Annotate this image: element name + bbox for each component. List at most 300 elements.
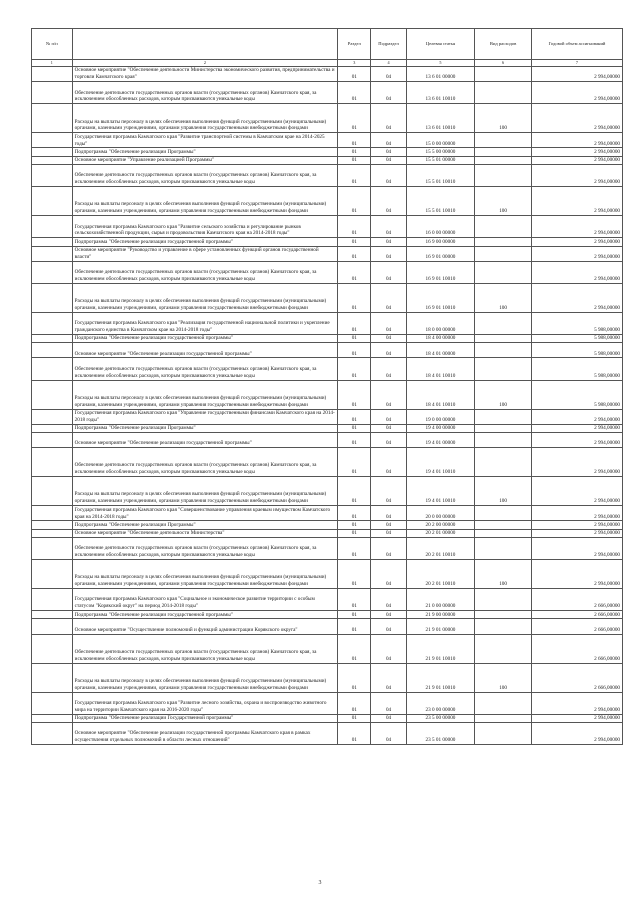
table-row [32, 589, 623, 611]
row-razdel: 01 [338, 714, 371, 722]
row-razdel: 01 [338, 692, 371, 714]
budget-table [31, 28, 623, 745]
column-index: 7 [531, 60, 622, 67]
row-expense-type [475, 67, 532, 82]
row-podrazdel: 04 [371, 692, 406, 714]
row-expense-type [475, 409, 532, 424]
row-name: Государственная программа Камчатского края "Развитие транспортной системы в Камчатском крае на 2014-2025 годы" [72, 133, 338, 148]
row-razdel: 01 [338, 634, 371, 663]
row-expense-type [475, 448, 532, 477]
row-expense-type [475, 424, 532, 432]
column-index: 1 [32, 60, 73, 67]
row-target-article: 18 4 01 10010 [406, 380, 475, 409]
column-index-row [32, 60, 623, 67]
row-expense-type [475, 692, 532, 714]
row-amount: 2 666,00000 [531, 634, 622, 663]
row-amount: 5 988,00000 [531, 380, 622, 409]
row-target-article: 15 5 01 10010 [406, 165, 475, 187]
row-expense-type [475, 634, 532, 663]
row-razdel: 01 [338, 506, 371, 521]
header-vid: Вид расходов [475, 29, 532, 60]
row-razdel: 01 [338, 723, 371, 745]
row-number [32, 82, 73, 104]
column-index: 6 [475, 60, 532, 67]
row-name: Расходы на выплаты персоналу в целях обеспечения выполнения функций государственными (муниципальными) органами, казенными учреждениями, органами управления государственными внебюджетными фондами [72, 560, 338, 589]
row-amount: 2 994,00000 [531, 283, 622, 312]
row-name: Основное мероприятие "Обеспечение деятельности Министерства" [72, 529, 338, 537]
table-row [32, 424, 623, 432]
row-amount: 2 994,00000 [531, 216, 622, 238]
row-target-article: 20 0 00 00000 [406, 506, 475, 521]
row-name: Подпрограмма "Обеспечение реализации государственной программы" [72, 611, 338, 619]
row-amount: 2 994,00000 [531, 714, 622, 722]
row-number [32, 133, 73, 148]
row-podrazdel: 04 [371, 246, 406, 261]
row-razdel: 01 [338, 611, 371, 619]
row-amount: 2 994,00000 [531, 409, 622, 424]
table-row [32, 148, 623, 156]
row-podrazdel: 04 [371, 380, 406, 409]
row-target-article: 21 0 00 00000 [406, 589, 475, 611]
row-podrazdel: 04 [371, 537, 406, 559]
table-row [32, 104, 623, 133]
row-podrazdel: 04 [371, 187, 406, 216]
row-target-article: 13 6 01 10010 [406, 82, 475, 104]
table-row [32, 506, 623, 521]
row-number [32, 165, 73, 187]
row-expense-type [475, 521, 532, 529]
row-name: Основное мероприятие "Руководство и управление в сфере установленных функций органов государственной власти" [72, 246, 338, 261]
table-row [32, 261, 623, 283]
table-row [32, 663, 623, 692]
row-amount: 2 994,00000 [531, 67, 622, 82]
row-expense-type: 100 [475, 663, 532, 692]
row-name: Обеспечение деятельности государственных органов власти (государственных органов) Камчатского края, за исключением обособленных расходов, которым присваиваются уникальные коды [72, 448, 338, 477]
row-expense-type [475, 506, 532, 521]
row-podrazdel: 04 [371, 358, 406, 380]
row-amount: 2 994,00000 [531, 238, 622, 246]
row-target-article: 20 2 00 00000 [406, 521, 475, 529]
row-razdel: 01 [338, 165, 371, 187]
row-amount: 2 666,00000 [531, 589, 622, 611]
row-amount: 5 988,00000 [531, 343, 622, 358]
row-target-article: 16 9 01 10010 [406, 261, 475, 283]
row-podrazdel: 04 [371, 432, 406, 447]
row-razdel: 01 [338, 432, 371, 447]
row-name: Обеспечение деятельности государственных органов власти (государственных органов) Камчатского края, за исключением обособленных расходов, которым присваиваются уникальные коды [72, 537, 338, 559]
row-number [32, 619, 73, 634]
row-podrazdel: 04 [371, 343, 406, 358]
table-row [32, 634, 623, 663]
row-number [32, 589, 73, 611]
row-expense-type [475, 334, 532, 342]
row-target-article: 19 0 00 00000 [406, 409, 475, 424]
row-target-article: 18 4 00 00000 [406, 334, 475, 342]
row-podrazdel: 04 [371, 238, 406, 246]
row-number [32, 358, 73, 380]
row-expense-type: 100 [475, 380, 532, 409]
row-razdel: 01 [338, 104, 371, 133]
row-number [32, 261, 73, 283]
row-target-article: 23 5 00 00000 [406, 714, 475, 722]
row-razdel: 01 [338, 380, 371, 409]
table-header-row [32, 29, 623, 60]
table-row [32, 477, 623, 506]
row-number [32, 343, 73, 358]
row-podrazdel: 04 [371, 589, 406, 611]
row-razdel: 01 [338, 619, 371, 634]
row-razdel: 01 [338, 187, 371, 216]
row-amount: 2 994,00000 [531, 432, 622, 447]
row-target-article: 16 9 01 10010 [406, 283, 475, 312]
row-razdel: 01 [338, 216, 371, 238]
table-row [32, 156, 623, 164]
row-razdel: 01 [338, 283, 371, 312]
row-amount: 2 994,00000 [531, 477, 622, 506]
table-row [32, 692, 623, 714]
row-expense-type [475, 537, 532, 559]
row-name: Обеспечение деятельности государственных органов власти (государственных органов) Камчатского края, за исключением обособленных расходов, которым присваиваются уникальные коды [72, 82, 338, 104]
row-expense-type [475, 246, 532, 261]
row-number [32, 663, 73, 692]
row-target-article: 16 9 00 00000 [406, 238, 475, 246]
row-podrazdel: 04 [371, 477, 406, 506]
row-razdel: 01 [338, 529, 371, 537]
row-razdel: 01 [338, 663, 371, 692]
row-name: Государственная программа Камчатского края "Развитие сельского хозяйства и регулирование рынков сельскохозяйственной продукции, сырья и продовольствия Камчатского края на 2014-2018 годы" [72, 216, 338, 238]
row-amount: 5 988,00000 [531, 358, 622, 380]
row-number [32, 432, 73, 447]
row-target-article: 16 9 01 00000 [406, 246, 475, 261]
row-target-article: 19 4 00 00000 [406, 424, 475, 432]
row-expense-type [475, 714, 532, 722]
row-amount: 2 666,00000 [531, 611, 622, 619]
table-row [32, 165, 623, 187]
row-podrazdel: 04 [371, 133, 406, 148]
row-target-article: 21 9 01 10010 [406, 634, 475, 663]
row-podrazdel: 04 [371, 424, 406, 432]
row-podrazdel: 04 [371, 634, 406, 663]
row-razdel: 01 [338, 133, 371, 148]
row-amount: 2 994,00000 [531, 521, 622, 529]
row-name: Основное мероприятие "Обеспечение реализации государственной программы" [72, 343, 338, 358]
table-row [32, 216, 623, 238]
row-number [32, 537, 73, 559]
row-amount: 2 994,00000 [531, 82, 622, 104]
row-number [32, 521, 73, 529]
row-target-article: 15 5 01 00000 [406, 156, 475, 164]
row-target-article: 18 4 01 10010 [406, 358, 475, 380]
row-expense-type [475, 312, 532, 334]
row-razdel: 01 [338, 424, 371, 432]
row-podrazdel: 04 [371, 334, 406, 342]
row-name: Расходы на выплаты персоналу в целях обеспечения выполнения функций государственными (муниципальными) органами, казенными учреждениями, органами управления государственными внебюджетными фондами [72, 283, 338, 312]
row-number [32, 529, 73, 537]
row-podrazdel: 04 [371, 723, 406, 745]
table-row [32, 67, 623, 82]
header-num: № п/п [32, 29, 73, 60]
row-target-article: 13 6 01 10010 [406, 104, 475, 133]
row-expense-type [475, 723, 532, 745]
row-amount: 2 994,00000 [531, 148, 622, 156]
row-name: Основное мероприятие "Осуществление полномочий и функций администрации Корякского округа" [72, 619, 338, 634]
row-name: Основное мероприятие "Обеспечение реализации государственной программы Камчатского края в рамках осуществления отдельных полномочий в области лесных отношений" [72, 723, 338, 745]
table-row [32, 283, 623, 312]
row-target-article: 21 9 01 00000 [406, 619, 475, 634]
row-name: Подпрограмма "Обеспечение реализации государственной программы" [72, 334, 338, 342]
row-expense-type [475, 619, 532, 634]
row-number [32, 238, 73, 246]
row-razdel: 01 [338, 343, 371, 358]
row-podrazdel: 04 [371, 619, 406, 634]
row-name: Подпрограмма "Обеспечение реализации Программы" [72, 148, 338, 156]
row-name: Обеспечение деятельности государственных органов власти (государственных органов) Камчатского края, за исключением обособленных расходов, которым присваиваются уникальные коды [72, 165, 338, 187]
row-podrazdel: 04 [371, 409, 406, 424]
header-target: Целевая статья [406, 29, 475, 60]
row-number [32, 506, 73, 521]
row-amount: 2 994,00000 [531, 506, 622, 521]
header-podrazdel: Подраздел [371, 29, 406, 60]
row-amount: 2 994,00000 [531, 448, 622, 477]
row-number [32, 148, 73, 156]
row-razdel: 01 [338, 560, 371, 589]
row-number [32, 477, 73, 506]
row-number [32, 409, 73, 424]
row-expense-type: 100 [475, 560, 532, 589]
row-name: Подпрограмма "Обеспечение реализации Программы" [72, 424, 338, 432]
table-row [32, 358, 623, 380]
row-razdel: 01 [338, 521, 371, 529]
page-number: 3 [318, 880, 322, 886]
row-razdel: 01 [338, 589, 371, 611]
row-number [32, 67, 73, 82]
row-target-article: 19 4 01 00000 [406, 432, 475, 447]
row-expense-type [475, 148, 532, 156]
table-row [32, 82, 623, 104]
table-row [32, 611, 623, 619]
row-target-article: 20 2 01 00000 [406, 529, 475, 537]
row-expense-type: 100 [475, 187, 532, 216]
row-podrazdel: 04 [371, 156, 406, 164]
row-target-article: 15 5 01 10010 [406, 187, 475, 216]
row-name: Обеспечение деятельности государственных органов власти (государственных органов) Камчатского края, за исключением обособленных расходов, которым присваиваются уникальные коды [72, 634, 338, 663]
row-target-article: 19 4 01 10010 [406, 477, 475, 506]
row-target-article: 15 5 00 00000 [406, 148, 475, 156]
row-podrazdel: 04 [371, 611, 406, 619]
header-razdel: Раздел [338, 29, 371, 60]
row-number [32, 334, 73, 342]
row-podrazdel: 04 [371, 104, 406, 133]
row-podrazdel: 04 [371, 663, 406, 692]
row-podrazdel: 04 [371, 312, 406, 334]
row-razdel: 01 [338, 409, 371, 424]
row-razdel: 01 [338, 537, 371, 559]
row-name: Основное мероприятие "Обеспечение реализации государственной программы" [72, 432, 338, 447]
table-row [32, 312, 623, 334]
row-podrazdel: 04 [371, 714, 406, 722]
row-expense-type: 100 [475, 104, 532, 133]
row-name: Обеспечение деятельности государственных органов власти (государственных органов) Камчатского края, за исключением обособленных расходов, которым присваиваются уникальные коды [72, 358, 338, 380]
table-body [32, 67, 623, 745]
row-target-article: 18 4 01 00000 [406, 343, 475, 358]
row-podrazdel: 04 [371, 448, 406, 477]
row-podrazdel: 04 [371, 560, 406, 589]
row-target-article: 15 0 00 00000 [406, 133, 475, 148]
row-expense-type [475, 238, 532, 246]
row-name: Государственная программа Камчатского края "Реализация государственной национальной политики и укрепление гражданского единства в Камчатском крае на 2014-2018 годы" [72, 312, 338, 334]
row-podrazdel: 04 [371, 67, 406, 82]
table-row [32, 432, 623, 447]
row-amount: 2 994,00000 [531, 424, 622, 432]
row-expense-type: 100 [475, 283, 532, 312]
row-expense-type [475, 165, 532, 187]
table-row [32, 246, 623, 261]
table-row [32, 187, 623, 216]
table-row [32, 133, 623, 148]
row-razdel: 01 [338, 477, 371, 506]
row-amount: 2 994,00000 [531, 246, 622, 261]
row-number [32, 560, 73, 589]
row-name: Государственная программа Камчатского края "Совершенствование управления краевым имуществом Камчатского края на 2014-2018 годы" [72, 506, 338, 521]
row-amount: 2 994,00000 [531, 187, 622, 216]
column-index: 4 [371, 60, 406, 67]
row-number [32, 723, 73, 745]
row-target-article: 21 9 01 10010 [406, 663, 475, 692]
table-row [32, 537, 623, 559]
row-expense-type [475, 261, 532, 283]
row-amount: 2 994,00000 [531, 529, 622, 537]
table-row [32, 529, 623, 537]
table-row [32, 409, 623, 424]
row-expense-type [475, 133, 532, 148]
row-name: Подпрограмма "Обеспечение реализации Программы" [72, 521, 338, 529]
row-podrazdel: 04 [371, 521, 406, 529]
header-volume: Годовой объем ассигнований [531, 29, 622, 60]
column-index: 5 [406, 60, 475, 67]
row-name: Подпрограмма "Обеспечение реализации Государственной программы" [72, 714, 338, 722]
row-number [32, 156, 73, 164]
row-expense-type [475, 156, 532, 164]
row-razdel: 01 [338, 334, 371, 342]
row-number [32, 187, 73, 216]
row-razdel: 01 [338, 448, 371, 477]
row-number [32, 380, 73, 409]
row-podrazdel: 04 [371, 82, 406, 104]
row-podrazdel: 04 [371, 506, 406, 521]
row-podrazdel: 04 [371, 529, 406, 537]
row-amount: 2 666,00000 [531, 619, 622, 634]
row-target-article: 13 6 01 00000 [406, 67, 475, 82]
table-row [32, 714, 623, 722]
row-razdel: 01 [338, 312, 371, 334]
row-name: Расходы на выплаты персоналу в целях обеспечения выполнения функций государственными (муниципальными) органами, казенными учреждениями, органами управления государственными внебюджетными фондами [72, 104, 338, 133]
column-index: 2 [72, 60, 338, 67]
row-number [32, 692, 73, 714]
table-row [32, 560, 623, 589]
row-amount: 2 994,00000 [531, 165, 622, 187]
row-name: Государственная программа Камчатского края "Управление государственными финансами Камчатского края на 2014-2018 годы" [72, 409, 338, 424]
row-number [32, 312, 73, 334]
row-razdel: 01 [338, 82, 371, 104]
header-name [72, 29, 338, 60]
row-number [32, 634, 73, 663]
row-name: Расходы на выплаты персоналу в целях обеспечения выполнения функций государственными (муниципальными) органами, казенными учреждениями, органами управления государственными внебюджетными фондами [72, 663, 338, 692]
row-razdel: 01 [338, 67, 371, 82]
row-target-article: 20 2 01 10010 [406, 537, 475, 559]
row-target-article: 16 0 00 00000 [406, 216, 475, 238]
row-expense-type [475, 611, 532, 619]
row-name: Расходы на выплаты персоналу в целях обеспечения выполнения функций государственными (муниципальными) органами, казенными учреждениями, органами управления государственными внебюджетными фондами [72, 380, 338, 409]
row-name: Обеспечение деятельности государственных органов власти (государственных органов) Камчатского края, за исключением обособленных расходов, которым присваиваются уникальные коды [72, 261, 338, 283]
row-expense-type [475, 82, 532, 104]
table-row [32, 723, 623, 745]
row-target-article: 21 9 00 00000 [406, 611, 475, 619]
row-podrazdel: 04 [371, 216, 406, 238]
row-number [32, 424, 73, 432]
row-number [32, 714, 73, 722]
row-amount: 5 988,00000 [531, 312, 622, 334]
table-row [32, 380, 623, 409]
row-podrazdel: 04 [371, 261, 406, 283]
row-name: Государственная программа Камчатского края "Развитие лесного хозяйства, охрана и воспроизводство животного мира на территории Камчатского края на 2016-2020 годы" [72, 692, 338, 714]
row-target-article: 19 4 01 10010 [406, 448, 475, 477]
row-amount: 2 994,00000 [531, 560, 622, 589]
table-row [32, 448, 623, 477]
row-expense-type [475, 216, 532, 238]
row-number [32, 283, 73, 312]
row-razdel: 01 [338, 148, 371, 156]
row-expense-type [475, 432, 532, 447]
row-amount: 2 994,00000 [531, 537, 622, 559]
row-expense-type: 100 [475, 477, 532, 506]
row-amount: 2 994,00000 [531, 261, 622, 283]
row-podrazdel: 04 [371, 283, 406, 312]
row-expense-type [475, 343, 532, 358]
row-podrazdel: 04 [371, 148, 406, 156]
row-target-article: 18 0 00 00000 [406, 312, 475, 334]
row-expense-type [475, 589, 532, 611]
row-number [32, 611, 73, 619]
row-expense-type [475, 358, 532, 380]
table-row [32, 238, 623, 246]
row-name: Расходы на выплаты персоналу в целях обеспечения выполнения функций государственными (муниципальными) органами, казенными учреждениями, органами управления государственными внебюджетными фондами [72, 477, 338, 506]
table-row [32, 343, 623, 358]
row-number [32, 246, 73, 261]
row-amount: 2 994,00000 [531, 723, 622, 745]
row-number [32, 448, 73, 477]
row-amount: 2 994,00000 [531, 156, 622, 164]
row-name: Основное мероприятие "Управление реализацией Программы" [72, 156, 338, 164]
row-razdel: 01 [338, 358, 371, 380]
row-amount: 2 994,00000 [531, 692, 622, 714]
row-target-article: 23 5 01 00000 [406, 723, 475, 745]
row-podrazdel: 04 [371, 165, 406, 187]
row-amount: 2 994,00000 [531, 133, 622, 148]
row-target-article: 23 0 00 00000 [406, 692, 475, 714]
table-row [32, 521, 623, 529]
row-name: Расходы на выплаты персоналу в целях обеспечения выполнения функций государственными (муниципальными) органами, казенными учреждениями, органами управления государственными внебюджетными фондами [72, 187, 338, 216]
row-razdel: 01 [338, 261, 371, 283]
row-amount: 2 994,00000 [531, 104, 622, 133]
row-name: Основное мероприятие "Обеспечение деятельности Министерства экономического развития, предпринимательства и торговли Камчатского края" [72, 67, 338, 82]
row-number [32, 104, 73, 133]
row-amount: 5 988,00000 [531, 334, 622, 342]
column-index: 3 [338, 60, 371, 67]
row-target-article: 20 2 01 10010 [406, 560, 475, 589]
row-name: Государственная программа Камчатского края "Социальное и экономическое развитие территории с особым статусом "Корякский округ" на период 2014-2018 годы" [72, 589, 338, 611]
table-row [32, 334, 623, 342]
row-name: Подпрограмма "Обеспечение реализации государственной программы" [72, 238, 338, 246]
